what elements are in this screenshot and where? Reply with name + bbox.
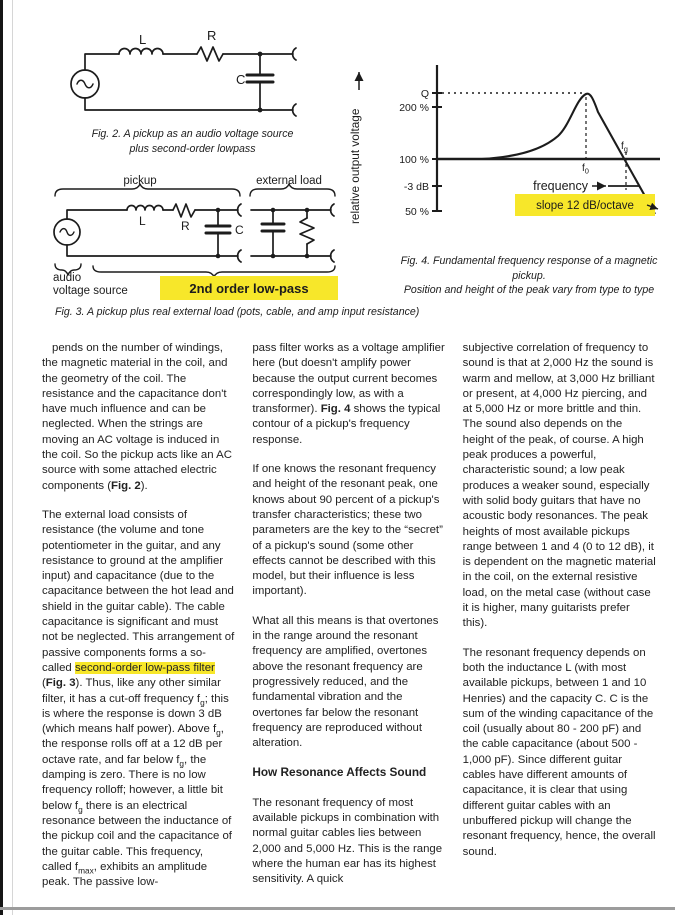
text-run: shows the typical contour of a pickup's frequency response. [252, 403, 441, 446]
text-run: ). [140, 479, 148, 492]
figure-2-circuit [55, 18, 340, 123]
lowpass-highlight-label: 2nd order low-pass [189, 281, 309, 296]
sine-icon [60, 229, 74, 236]
tick-label-minus3db: -3 dB [403, 181, 429, 193]
text-run: The resonant frequency of most available pickups in combination with normal guitar cables lies between 2,000 and 5,000 Hz. This is the range where the human ear has its highest sensitivity. A quick [252, 796, 443, 886]
inductor-label: L [139, 32, 147, 47]
page-bottom-rule [0, 907, 675, 910]
text-run: ( [42, 677, 46, 690]
figure-4-caption: Fig. 4. Fundamental frequency response of a magnetic pickup. Position and height of the peak vary from type to type [400, 255, 658, 296]
resistor-label: R [207, 28, 217, 43]
resistor-icon [300, 218, 314, 244]
inductor-icon [119, 49, 163, 55]
resistor-icon [173, 204, 195, 217]
external-load-section-label: external load [256, 175, 322, 187]
sine-icon [77, 80, 93, 88]
text-run: The external load consists of resistance (the volume and tone potentiometer in the guitar, and any resistance to ground at the amplifier input) and capacitance (due to the capacitance between the hot lead and shield in the guitar cable). The cable capacitance is significant and must not be neglected. This arrangement of passive components forms a so-called [42, 508, 235, 674]
terminal-icon [331, 204, 334, 216]
figure-3-circuit [35, 174, 350, 304]
tick-label-100: 100 % [399, 154, 429, 166]
text-run: pass filter works as a voltage amplifier here (but doesn't amplify power because the output current becomes correspondingly low, as with a transformer). [252, 342, 445, 416]
paragraph [463, 646, 656, 860]
paragraph [252, 462, 445, 600]
terminal-icon [238, 204, 241, 216]
paragraph [42, 341, 235, 494]
text-run: Fig. 2 [111, 479, 141, 492]
text-run: there is an electrical resonance between the inductance of the pickup coil and the capacitance of the guitar cable. This frequency, called f [42, 799, 232, 873]
text-run: subjective correlation of frequency to sound is that at 2,000 Hz the sound is warm and mellow, at 3,000 Hz brilliant or present, at 4,000 Hz piercing, and at 5,000 Hz or more brittle and thin. The sound also depends on the height of the peak, of course. A high peak produces a powerful, characteristic sound; a low peak produces a weaker sound, especially with solid body guitars that have no acoustic body resonances. The peak heights of most available pickups range between 1 and 4 (0 to 12 dB), it is dependent on the magnetic material in the coil, on the external resistive load, on the metal case (without case it is higher, many guitarists prefer this). [462, 342, 656, 630]
text-run: g [200, 696, 205, 707]
capacitor-label: C [236, 72, 246, 87]
text-run: Fig. 3 [45, 677, 76, 690]
source-label-line2: voltage source [53, 285, 128, 297]
paragraph [252, 614, 445, 752]
page-left-scan-line [12, 0, 13, 915]
peak-frequency-label: $f_0$ [582, 163, 589, 176]
cutoff-frequency-label: $f_g$ [621, 141, 628, 154]
resistor-label: R [181, 219, 190, 233]
figure-3-schematic [35, 174, 350, 304]
text-run: , exhibits an amplitude peak. The passive low- [42, 860, 208, 889]
text-run: The resonant frequency depends on both the inductance L (with most available pickups, between 1 and 10 Henries) and the capacity C. C is the sum of the winding capacitance of the coil (usually about 80 - 200 pF) and the cable capacitance (about 500 - 1,000 pF). Since different guitar cables have different amounts of capacitance, it is clear that using different guitar cables with an unbuffered pickup will change the resonant frequency, hence, the overall sound. [462, 646, 656, 858]
resistor-icon [197, 47, 223, 61]
inductor-icon [127, 206, 163, 211]
terminal-icon [293, 48, 296, 60]
text-run: ). Thus, like any other similar filter, it has a cut-off frequency f [42, 677, 221, 705]
text-run: g [216, 727, 221, 738]
tick-label-200: 200 % [399, 102, 429, 114]
text-run: If one knows the resonant frequency and height of the resonant peak, one knows about 90 percent of a pickup's transfer characteristics; these two parameters are the key to the “secret” of a pickup's sound (some other effects cannot be described with this model, but their influence is less important). [252, 463, 443, 598]
x-axis-label: frequency [533, 179, 588, 193]
text-run: , the damping is zero. There is no low frequency rolloff; however, a little bit below f [42, 753, 223, 812]
text-run: Fig. 4 [320, 403, 351, 416]
figure-2-caption: Fig. 2. A pickup as an audio voltage source plus second-order lowpass [91, 128, 294, 155]
source-label-line1: audio [53, 272, 82, 284]
terminal-icon [331, 250, 334, 262]
figure-3-caption: Fig. 3. A pickup plus real external load (pots, cable, and amp input resistance) [55, 306, 420, 318]
brace-icon [93, 266, 335, 277]
figure-2-schematic [55, 18, 340, 123]
terminal-icon [238, 250, 241, 262]
text-run: pends on the number of windings, the magnetic material in the coil, and the geometry of the coil. The resistance and the capacitance don't have much influence and can be neglected. When the strings are moving an AC voltage is induced in the coil. So the pickup acts like an AC source with some attached electric components ( [42, 342, 232, 492]
body-column-1 [42, 341, 235, 904]
text-run: g [78, 803, 83, 814]
y-axis-label: relative output voltage [348, 108, 362, 224]
tick-label-50: 50 % [405, 206, 429, 218]
terminal-icon [293, 104, 296, 116]
paragraph [463, 341, 656, 632]
text-run: ; this is where the response is down 3 dB (which means half power). Above f [42, 692, 229, 736]
text-run: What all this means is that overtones in the range around the resonant frequency are amplified, overtones above the resonant frequency are progressively reduced, and the fundamental vibration and the overtones far below the resonant frequency are reproduced without alteration. [252, 614, 439, 750]
paragraph [252, 341, 445, 448]
text-run: max [78, 865, 94, 876]
page-left-edge [0, 0, 3, 915]
frequency-response-plot [342, 52, 667, 227]
highlighted-text: second-order low-pass filter [74, 661, 215, 674]
body-column-3 [463, 341, 656, 904]
slope-note-label: slope 12 dB/octave [536, 200, 634, 212]
figure-4-chart [342, 52, 667, 227]
section-heading [252, 765, 445, 780]
inductor-label: L [139, 214, 146, 228]
text-run: How Resonance Affects Sound [252, 765, 427, 780]
capacitor-label: C [235, 223, 244, 237]
body-text [42, 341, 656, 904]
pickup-section-label: pickup [123, 175, 157, 187]
text-run: g [179, 758, 185, 768]
paragraph [252, 796, 445, 888]
paragraph [42, 508, 235, 890]
body-column-2 [252, 341, 445, 904]
text-run: , the response rolls off at a 12 dB per octave rate, and far below f [42, 723, 224, 766]
tick-label-q: Q [420, 88, 429, 100]
